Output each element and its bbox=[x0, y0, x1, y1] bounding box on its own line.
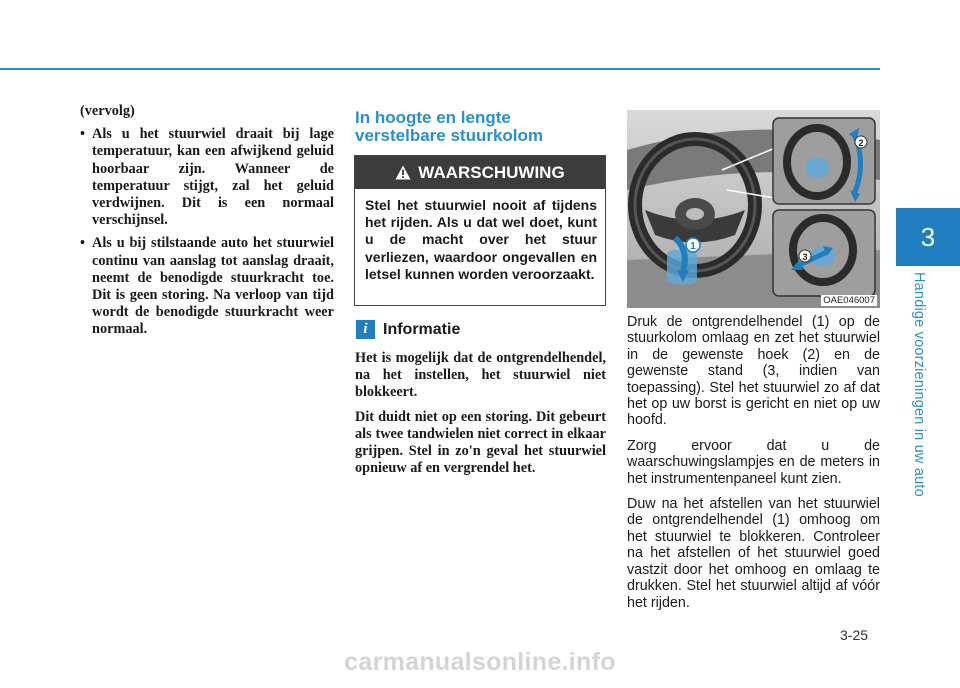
section-title bbox=[355, 109, 605, 145]
info-header bbox=[356, 320, 460, 339]
chapter-number: 3 bbox=[920, 221, 936, 252]
warning-icon bbox=[395, 165, 411, 180]
info-icon: i bbox=[356, 320, 375, 339]
steering-wheel-image bbox=[627, 110, 880, 308]
continued-label: (vervolg) bbox=[80, 103, 135, 119]
header-rule bbox=[0, 68, 880, 70]
body-paragraph: Zorg ervoor dat u de waarschuwingslampjes en de meters in het instrumentenpaneel kunt zien. bbox=[627, 437, 880, 487]
chapter-tab[interactable] bbox=[896, 208, 960, 266]
bullet-item: • Als u het stuurwiel draait bij lage temperatuur, kan een afwijkend geluid hoorbaar zijn. Wanneer de temperatuur stijgt, zal het geluid verdwijnen. Dit is een normaal verschijnsel. bbox=[80, 126, 334, 229]
section-title-line: In hoogte en lengte bbox=[355, 108, 511, 127]
callout-2: 2 bbox=[858, 138, 864, 148]
watermark: carmanualsonline.info bbox=[344, 648, 616, 676]
warning-box bbox=[354, 155, 606, 306]
warning-text: Stel het stuurwiel nooit af tijdens het rijden. Als u dat wel doet, kunt u de macht over het stuur verliezen, waardoor ongevallen en letsel kunnen worden veroorzaakt. bbox=[365, 197, 597, 282]
steering-column-illustration bbox=[627, 110, 880, 308]
figure-caption: OAE046007 bbox=[823, 295, 875, 306]
page-number: 3-25 bbox=[840, 627, 869, 643]
callout-3: 3 bbox=[802, 252, 808, 262]
info-title: Informatie bbox=[383, 320, 461, 338]
body-paragraph: Duw na het afstellen van het stuurwiel de ontgrendelhendel (1) omhoog om het stuurwiel te blokkeren. Controleer na het afstellen of het stuurwiel goed vastzit door het omhoog en omlaag te drukken. Stel het stuurwiel altijd af vóór het rijden. bbox=[627, 496, 880, 611]
column-left bbox=[80, 103, 334, 345]
info-paragraph: Het is mogelijk dat de ontgrendelhendel, na het instellen, het stuurwiel niet blokkeert. bbox=[355, 350, 606, 401]
bullet-list bbox=[80, 126, 334, 338]
bullet-item: • Als u bij stilstaande auto het stuurwiel continu van aanslag tot aanslag draait, neemt de benodigde stuurkracht toe. Dit is geen storing. Na verloop van tijd wordt de benodigde stuurkracht weer normaal. bbox=[80, 235, 334, 338]
info-body bbox=[355, 350, 606, 484]
info-paragraph: Dit duidt niet op een storing. Dit gebeurt als twee tandwielen niet correct in elkaar grijpen. Stel in zo'n geval het stuurwiel opnieuw af en vergrendel het. bbox=[355, 408, 606, 477]
warning-header bbox=[355, 156, 605, 189]
warning-heading: WAARSCHUWING bbox=[418, 162, 565, 182]
column-right bbox=[627, 314, 880, 620]
section-title-line: verstelbare stuurkolom bbox=[355, 126, 544, 145]
callout-1: 1 bbox=[690, 241, 696, 252]
chapter-title: Handige voorzieningen in uw auto bbox=[911, 272, 927, 497]
body-paragraph: Druk de ontgrendelhendel (1) op de stuurkolom omlaag en zet het stuurwiel in de gewenste hoek (2) en de gewenste stand (3, indien van toepassing). Stel het stuurwiel zo af dat het op uw borst is gericht en niet op uw hoofd. bbox=[627, 314, 880, 429]
